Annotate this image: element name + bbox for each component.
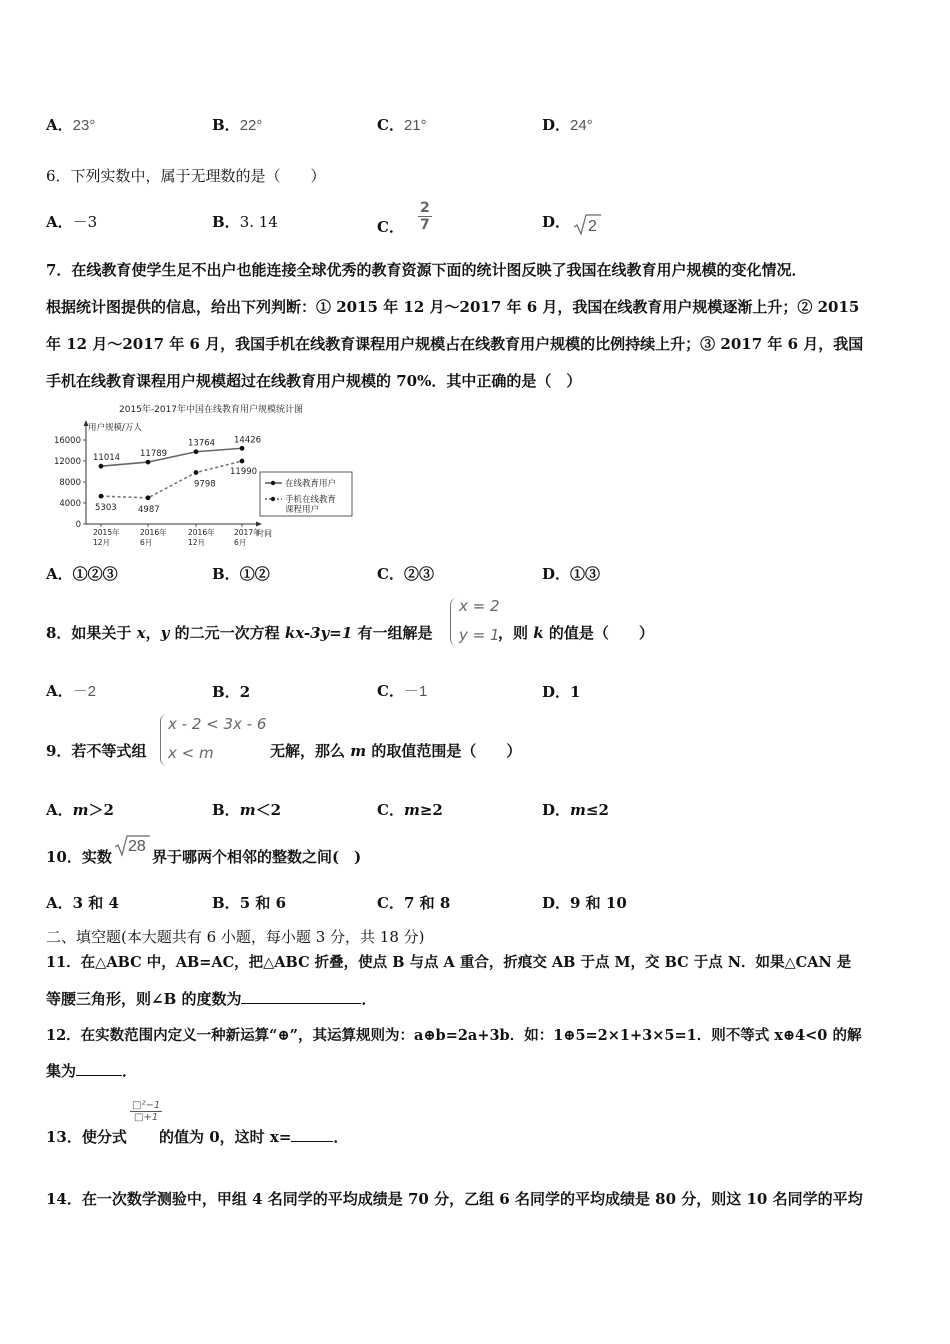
option-var: m xyxy=(403,801,420,819)
q14-line1: 14．在一次数学测验中，甲组 4 名同学的平均成绩是 70 分，乙组 6 名同学的平均成绩是 80 分，则这 10 名同学的平均 xyxy=(46,1190,863,1208)
option-label: A． xyxy=(46,213,73,231)
q12-line1: 12．在实数范围内定义一种新运算“⊕”，其运算规则为：a⊕b=2a+3b．如：1⊕5=2×1+3×5=1．则不等式 x⊕4<0 的解 xyxy=(46,1027,862,1044)
y-tick-label: 0 xyxy=(75,520,81,530)
option-label: B． xyxy=(212,801,240,819)
series-line-online xyxy=(101,448,242,466)
q10-radicand: 28 xyxy=(128,838,146,855)
answer-blank[interactable] xyxy=(241,1003,361,1004)
text: 的值为 0，这时 x= xyxy=(159,1128,292,1146)
data-label: 9798 xyxy=(194,479,216,490)
option-label: B． xyxy=(212,894,240,912)
option-value: 3 和 4 xyxy=(72,894,119,912)
text: 等腰三角形，则∠B 的度数为 xyxy=(46,990,242,1008)
sqrt-symbol xyxy=(572,213,602,237)
option-label: A． xyxy=(46,565,73,583)
option-rel: ＞2 xyxy=(88,801,114,819)
option-value: 24° xyxy=(570,117,593,134)
data-label: 14426 xyxy=(234,435,262,446)
q8-option-b[interactable] xyxy=(212,681,250,702)
q9-option-b[interactable] xyxy=(212,799,281,820)
text: ． xyxy=(333,1128,349,1146)
q6-option-b[interactable] xyxy=(212,211,278,232)
option-rel: ＜2 xyxy=(255,801,281,819)
q7-line2: 根据统计图提供的信息，给出下列判断：① 2015 年 12 月～2017 年 6 月，我国在线教育用户规模逐渐上升；② 2015 xyxy=(46,298,860,316)
option-value: ②③ xyxy=(403,565,434,583)
option-value: 3. 14 xyxy=(239,213,278,231)
q9-tail xyxy=(270,740,521,761)
data-label: 4987 xyxy=(138,504,160,515)
q8-system-line1: x = 2 xyxy=(459,597,500,615)
q9-brace xyxy=(160,714,167,766)
q10-stem-pre: 10．实数 xyxy=(46,848,112,866)
q8-stem xyxy=(46,622,433,643)
q6-option-a[interactable] xyxy=(46,211,97,232)
q9-option-d[interactable] xyxy=(542,799,609,820)
chart-ylabel: 用户规模/万人 xyxy=(88,423,142,433)
text: 8．如果关于 xyxy=(46,624,137,642)
q13-fraction xyxy=(130,1100,162,1123)
option-rel: ≤2 xyxy=(585,801,609,819)
option-label: C． xyxy=(377,682,404,700)
var-m: m xyxy=(350,742,367,760)
option-label: B． xyxy=(212,213,240,231)
data-point xyxy=(146,460,151,465)
text: 的取值范围是（ ） xyxy=(366,742,522,760)
y-tick-label: 4000 xyxy=(59,499,81,509)
q7-line4: 手机在线教育课程用户规模超过在线教育用户规模的 70%．其中正确的是（ ） xyxy=(46,372,582,390)
q8-option-d[interactable] xyxy=(542,681,580,702)
option-value: 23° xyxy=(72,117,96,134)
option-value: 5 和 6 xyxy=(239,894,287,912)
option-label: A． xyxy=(46,116,73,134)
section-2-heading: 二、填空题(本大题共有 6 小题，每小题 3 分，共 18 分) xyxy=(46,928,425,946)
text: 的二元一次方程 xyxy=(169,624,285,642)
option-value: 9 和 10 xyxy=(570,894,627,912)
q8-system-line2: y = 1 xyxy=(459,626,500,644)
q7-option-d[interactable] xyxy=(542,563,600,584)
x-tick-label: 2015年 xyxy=(93,528,120,537)
q13-stem-post xyxy=(159,1126,348,1147)
y-tick-label: 16000 xyxy=(53,436,81,446)
option-label: D． xyxy=(542,801,571,819)
q8-option-a[interactable] xyxy=(46,680,96,701)
option-label: D． xyxy=(542,683,571,701)
data-point xyxy=(194,449,199,454)
x-tick-label: 12月 xyxy=(188,538,206,547)
legend-label-online: 在线教育用户 xyxy=(285,479,337,489)
option-label: A． xyxy=(46,801,73,819)
q9-option-c[interactable] xyxy=(377,799,443,820)
option-var: m xyxy=(570,801,586,819)
option-label: C． xyxy=(377,116,404,134)
option-label: D． xyxy=(542,116,571,134)
data-label: 5303 xyxy=(95,503,117,514)
q6-stem: 6．下列实数中，属于无理数的是（ ） xyxy=(46,167,326,185)
q8-option-c[interactable] xyxy=(377,680,427,701)
option-label: C． xyxy=(377,801,404,819)
radicand: 2 xyxy=(588,218,597,235)
answer-blank[interactable] xyxy=(291,1141,333,1142)
var-x: x xyxy=(136,624,146,642)
data-point xyxy=(240,446,245,451)
x-tick-label: 6月 xyxy=(140,538,153,547)
q9-system-line2: x < m xyxy=(168,744,214,762)
text: ， xyxy=(145,624,161,642)
x-tick-label: 2016年 xyxy=(140,528,167,537)
q7-option-a[interactable] xyxy=(46,563,118,584)
chart-xlabel: 时间 xyxy=(256,529,272,538)
x-tick-label: 2017年 xyxy=(234,528,261,537)
x-tick-label: 6月 xyxy=(234,538,247,547)
option-value: －2 xyxy=(72,683,96,700)
q11-line2 xyxy=(46,988,377,1009)
option-label: D． xyxy=(542,565,571,583)
q7-line3: 年 12 月～2017 年 6 月，我国手机在线教育课程用户规模占在线教育用户规模的比例持续上升；③ 2017 年 6 月，我国 xyxy=(46,335,864,353)
q10-option-c[interactable] xyxy=(377,892,450,913)
legend-marker xyxy=(271,481,275,485)
option-label: B． xyxy=(212,565,240,583)
option-label: B． xyxy=(212,116,240,134)
option-rel: ≥2 xyxy=(419,801,443,819)
option-value: ①② xyxy=(239,565,270,583)
q12-line2 xyxy=(46,1060,137,1081)
answer-blank[interactable] xyxy=(76,1075,122,1076)
option-value: ①③ xyxy=(570,565,601,583)
y-tick-label: 8000 xyxy=(59,478,81,488)
option-value: ①②③ xyxy=(72,565,118,583)
text: 有一组解是 xyxy=(352,624,433,642)
q9-system-line1: x - 2 < 3x - 6 xyxy=(168,715,267,733)
option-value: 2 xyxy=(239,683,251,701)
option-label: A． xyxy=(46,682,73,700)
q10-stem-post: 界于哪两个相邻的整数之间( ) xyxy=(152,848,362,866)
text: 无解，那么 xyxy=(270,742,351,760)
var-k: k xyxy=(533,624,544,642)
option-label: D． xyxy=(542,894,571,912)
x-axis-arrow xyxy=(256,522,262,527)
option-value: 21° xyxy=(403,117,427,134)
data-point xyxy=(240,459,245,464)
chart-title: 2015年-2017年中国在线教育用户规模统计图 xyxy=(118,405,304,415)
text: ． xyxy=(122,1062,138,1080)
q10-option-b[interactable] xyxy=(212,892,286,913)
x-tick-label: 2016年 xyxy=(188,528,215,537)
legend-label-mobile: 课程用户 xyxy=(285,505,320,515)
data-point xyxy=(99,464,104,469)
legend-marker xyxy=(271,497,275,501)
series-line-mobile xyxy=(101,461,242,498)
denominator: 7 xyxy=(419,217,430,233)
q6-option-c[interactable] xyxy=(377,200,432,236)
denominator: □+1 xyxy=(134,1112,159,1123)
option-value: －3 xyxy=(72,213,98,231)
equation: kx-3y=1 xyxy=(284,624,353,642)
text: ，则 xyxy=(498,624,534,642)
q9-option-a[interactable] xyxy=(46,799,114,820)
numerator: 2 xyxy=(419,200,430,216)
option-var: m xyxy=(239,801,256,819)
data-point xyxy=(99,494,104,499)
q7-line1: 7．在线教育使学生足不出户也能连接全球优秀的教育资源下面的统计图反映了我国在线教育用户规模的变化情况． xyxy=(46,261,807,279)
text: 的值是（ ） xyxy=(543,624,654,642)
q5-option-d[interactable] xyxy=(542,114,593,135)
option-label: B． xyxy=(212,683,240,701)
option-value: 1 xyxy=(570,683,581,701)
q11-line1: 11．在△ABC 中，AB=AC，把△ABC 折叠，使点 B 与点 A 重合，折痕交 AB 于点 M，交 BC 于点 N．如果△CAN 是 xyxy=(46,954,852,971)
option-label: D． xyxy=(542,213,571,231)
q10-option-d[interactable] xyxy=(542,892,627,913)
text: ． xyxy=(361,990,377,1008)
option-label: C． xyxy=(377,217,404,236)
data-label: 11789 xyxy=(140,449,168,460)
q5-option-b[interactable] xyxy=(212,114,262,135)
y-tick-label: 12000 xyxy=(53,457,81,467)
option-value: －1 xyxy=(403,683,428,700)
text: 集为 xyxy=(46,1062,77,1080)
q9-stem: 9．若不等式组 xyxy=(46,742,147,760)
q7-option-c[interactable] xyxy=(377,563,434,584)
q5-option-c[interactable] xyxy=(377,114,427,135)
x-tick-label: 12月 xyxy=(93,538,111,547)
user-scale-chart xyxy=(46,398,366,558)
q8-brace xyxy=(450,598,457,646)
option-value: 7 和 8 xyxy=(403,894,451,912)
q8-tail xyxy=(498,622,654,643)
q7-option-b[interactable] xyxy=(212,563,270,584)
data-label: 11014 xyxy=(93,453,121,464)
data-point xyxy=(146,495,151,500)
data-point xyxy=(194,470,199,475)
q5-option-a[interactable] xyxy=(46,114,95,135)
data-label: 13764 xyxy=(188,438,216,449)
numerator: □²−1 xyxy=(132,1100,161,1111)
q6-option-d[interactable] xyxy=(542,211,597,235)
fraction xyxy=(418,200,432,233)
legend-label-mobile: 手机在线教育 xyxy=(285,495,337,505)
option-label: C． xyxy=(377,894,404,912)
option-label: A． xyxy=(46,894,73,912)
q10-option-a[interactable] xyxy=(46,892,119,913)
option-var: m xyxy=(72,801,89,819)
q13-stem-pre: 13．使分式 xyxy=(46,1128,127,1146)
option-label: C． xyxy=(377,565,404,583)
option-value: 22° xyxy=(239,117,263,134)
data-label: 11990 xyxy=(230,467,258,478)
var-y: y xyxy=(160,624,170,642)
